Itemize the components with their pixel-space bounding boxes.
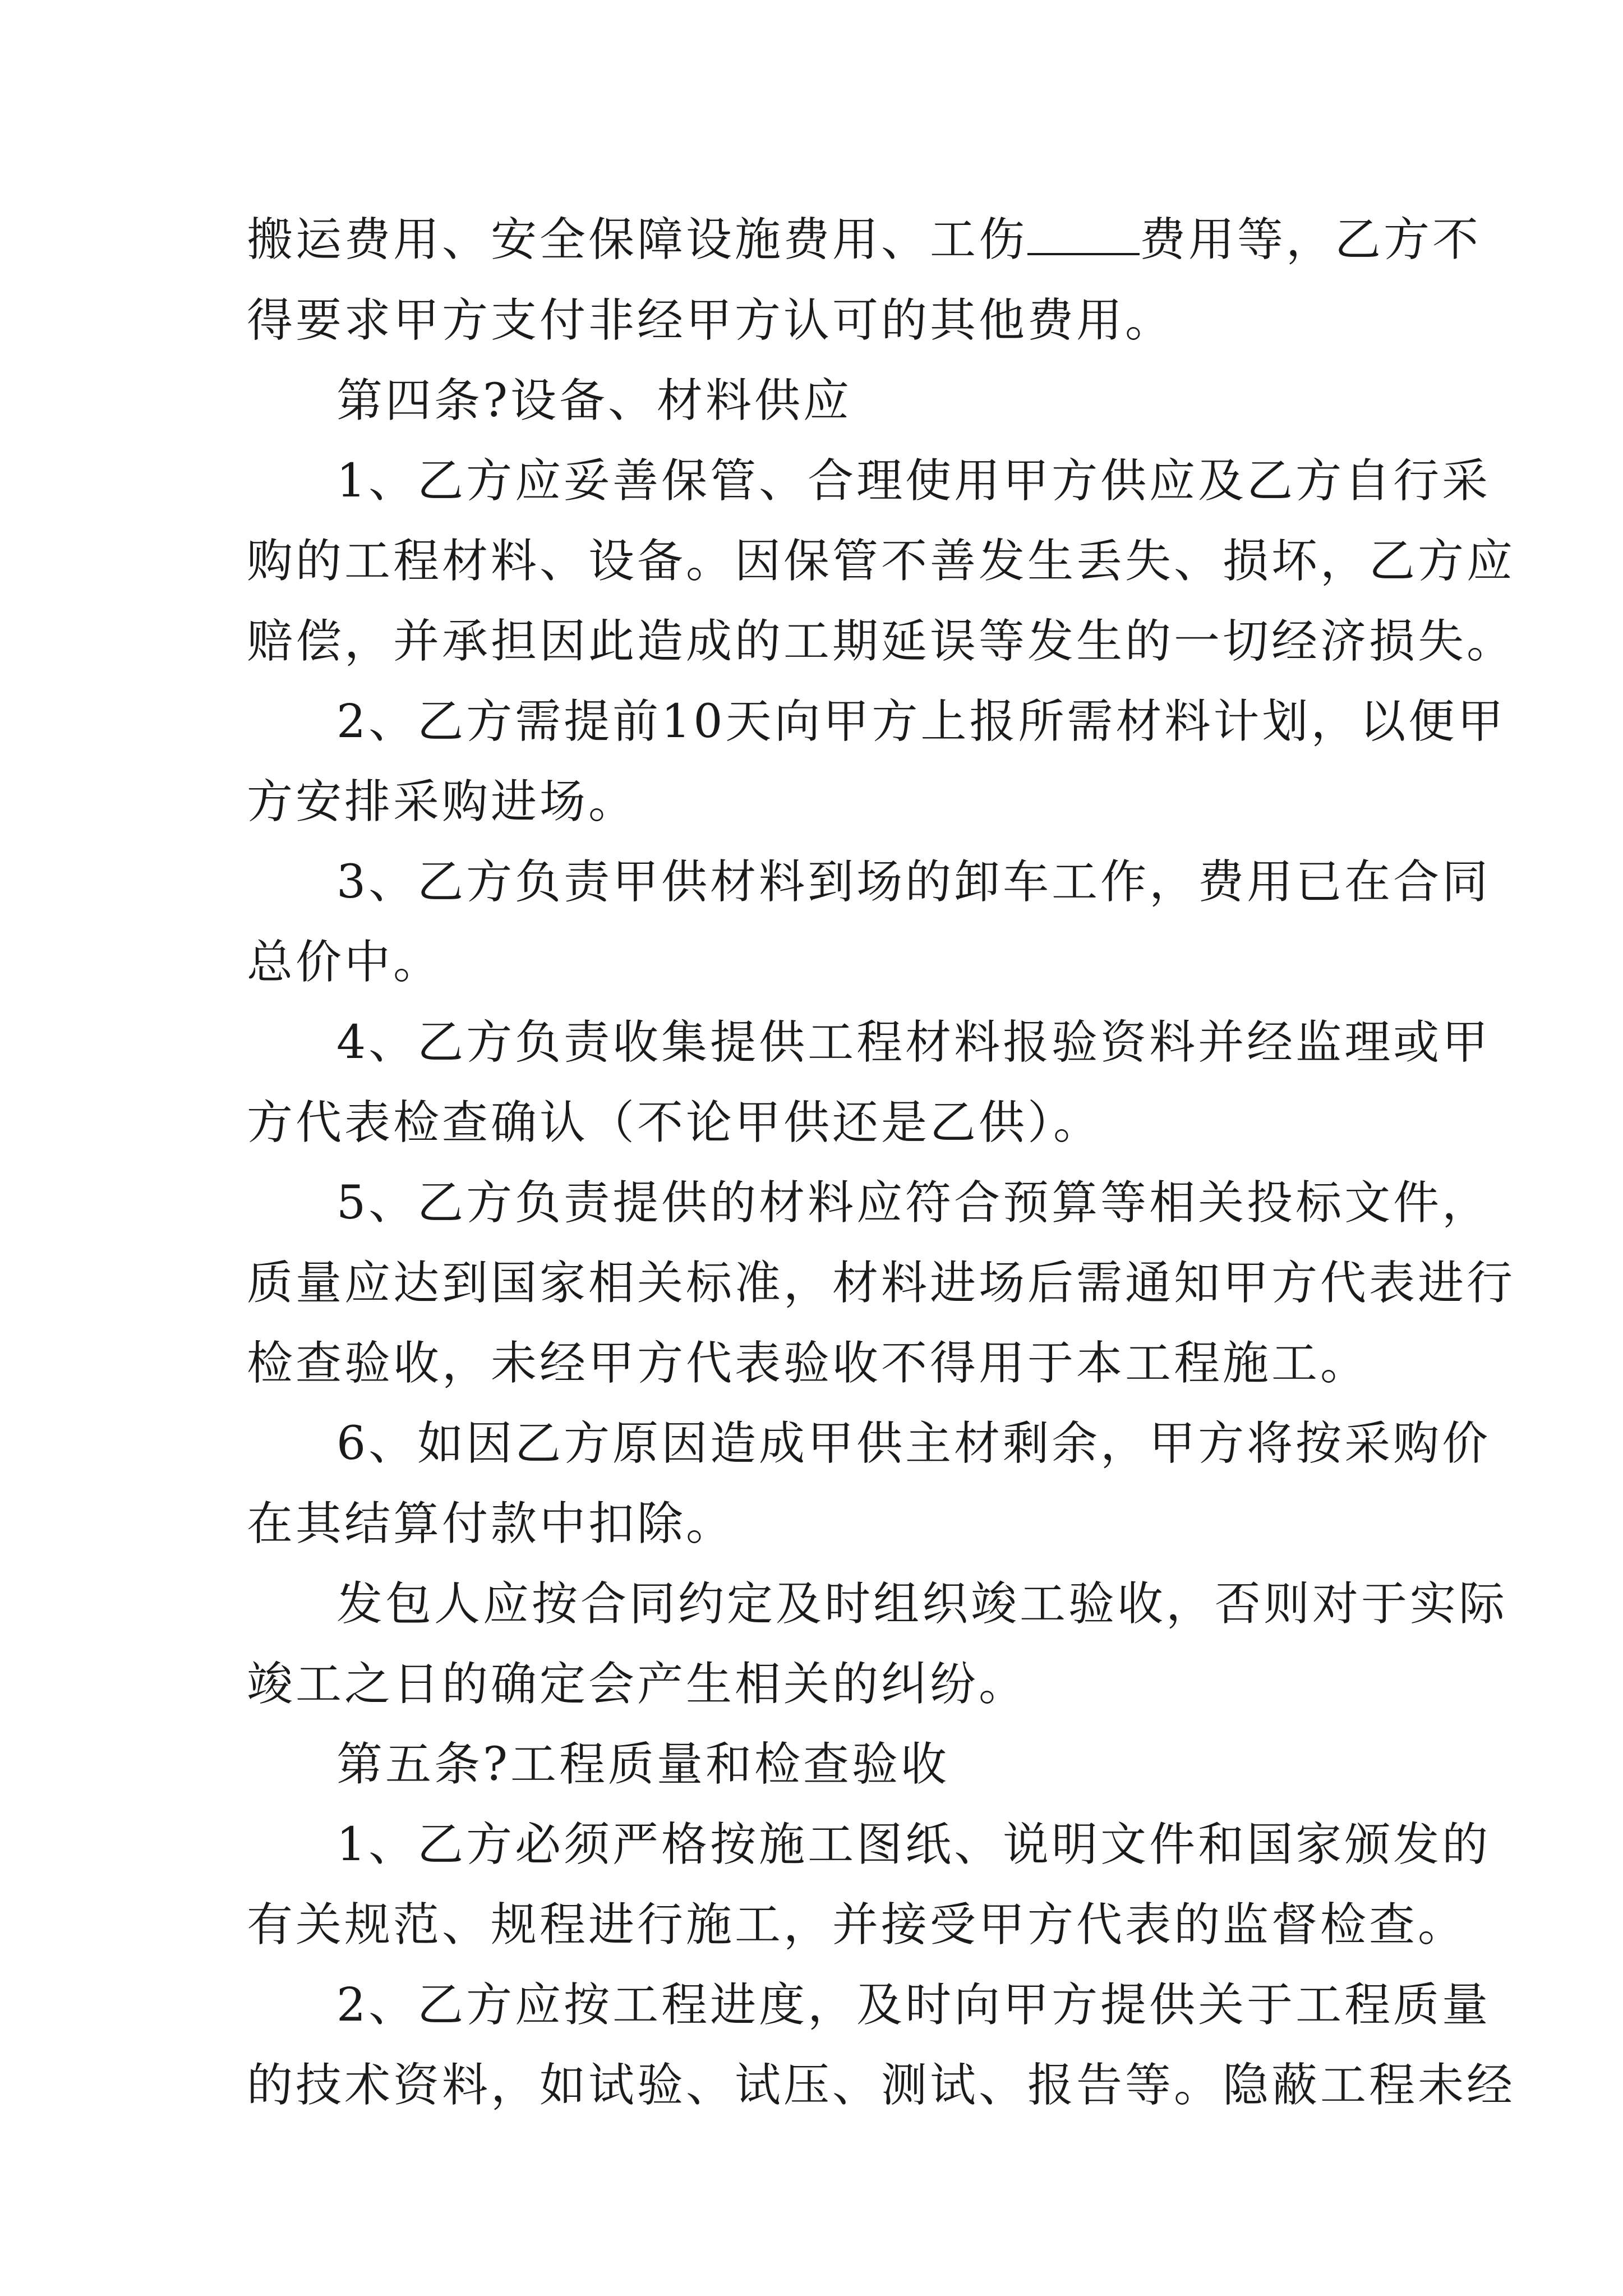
text-line: 5、乙方负责提供的材料应符合预算等相关投标文件，	[336, 1176, 1491, 1230]
text-line: 3、乙方负责甲供材料到场的卸车工作，费用已在合同	[336, 855, 1491, 909]
text-line: 6、如因乙方原因造成甲供主材剩余，甲方将按采购价	[336, 1417, 1491, 1470]
section-heading: 第四条?设备、材料供应	[336, 374, 852, 427]
text-line: 赔偿，并承担因此造成的工期延误等发生的一切经济损失。	[247, 615, 1516, 668]
text-line: 方安排采购进场。	[247, 775, 638, 829]
text-line: 购的工程材料、设备。因保管不善发生丢失、损坏，乙方应	[247, 535, 1516, 588]
text-line: 的技术资料，如试验、试压、测试、报告等。隐蔽工程未经	[247, 2059, 1516, 2112]
text-line: 竣工之日的确定会产生相关的纠纷。	[247, 1658, 1028, 1711]
text-segment: 费用等，乙方不	[1140, 213, 1482, 266]
text-line: 4、乙方负责收集提供工程材料报验资料并经监理或甲	[336, 1016, 1491, 1069]
text-line: 得要求甲方支付非经甲方认可的其他费用。	[247, 294, 1174, 347]
fill-in-blank	[1027, 214, 1140, 255]
text-segment: 搬运费用、安全保障设施费用、工伤	[247, 213, 1028, 266]
text-line: 发包人应按合同约定及时组织竣工验收，否则对于实际	[336, 1577, 1508, 1631]
text-line: 2、乙方需提前10天向甲方上报所需材料计划，以便甲	[336, 695, 1506, 748]
text-line: 方代表检查确认（不论甲供还是乙供）。	[247, 1096, 1103, 1149]
text-line: 2、乙方应按工程进度，及时向甲方提供关于工程质量	[336, 1978, 1491, 2032]
section-heading: 第五条?工程质量和检查验收	[336, 1738, 949, 1791]
text-line: 检查验收，未经甲方代表验收不得用于本工程施工。	[247, 1337, 1370, 1390]
text-line: 有关规范、规程进行施工，并接受甲方代表的监督检查。	[247, 1898, 1467, 1952]
text-line: 1、乙方必须严格按施工图纸、说明文件和国家颁发的	[336, 1818, 1491, 1871]
text-line	[247, 212, 1482, 268]
text-line: 1、乙方应妥善保管、合理使用甲方供应及乙方自行采	[336, 454, 1491, 508]
text-line: 总价中。	[247, 936, 442, 989]
text-line: 质量应达到国家相关标准，材料进场后需通知甲方代表进行	[247, 1257, 1516, 1310]
text-line: 在其结算付款中扣除。	[247, 1497, 735, 1550]
